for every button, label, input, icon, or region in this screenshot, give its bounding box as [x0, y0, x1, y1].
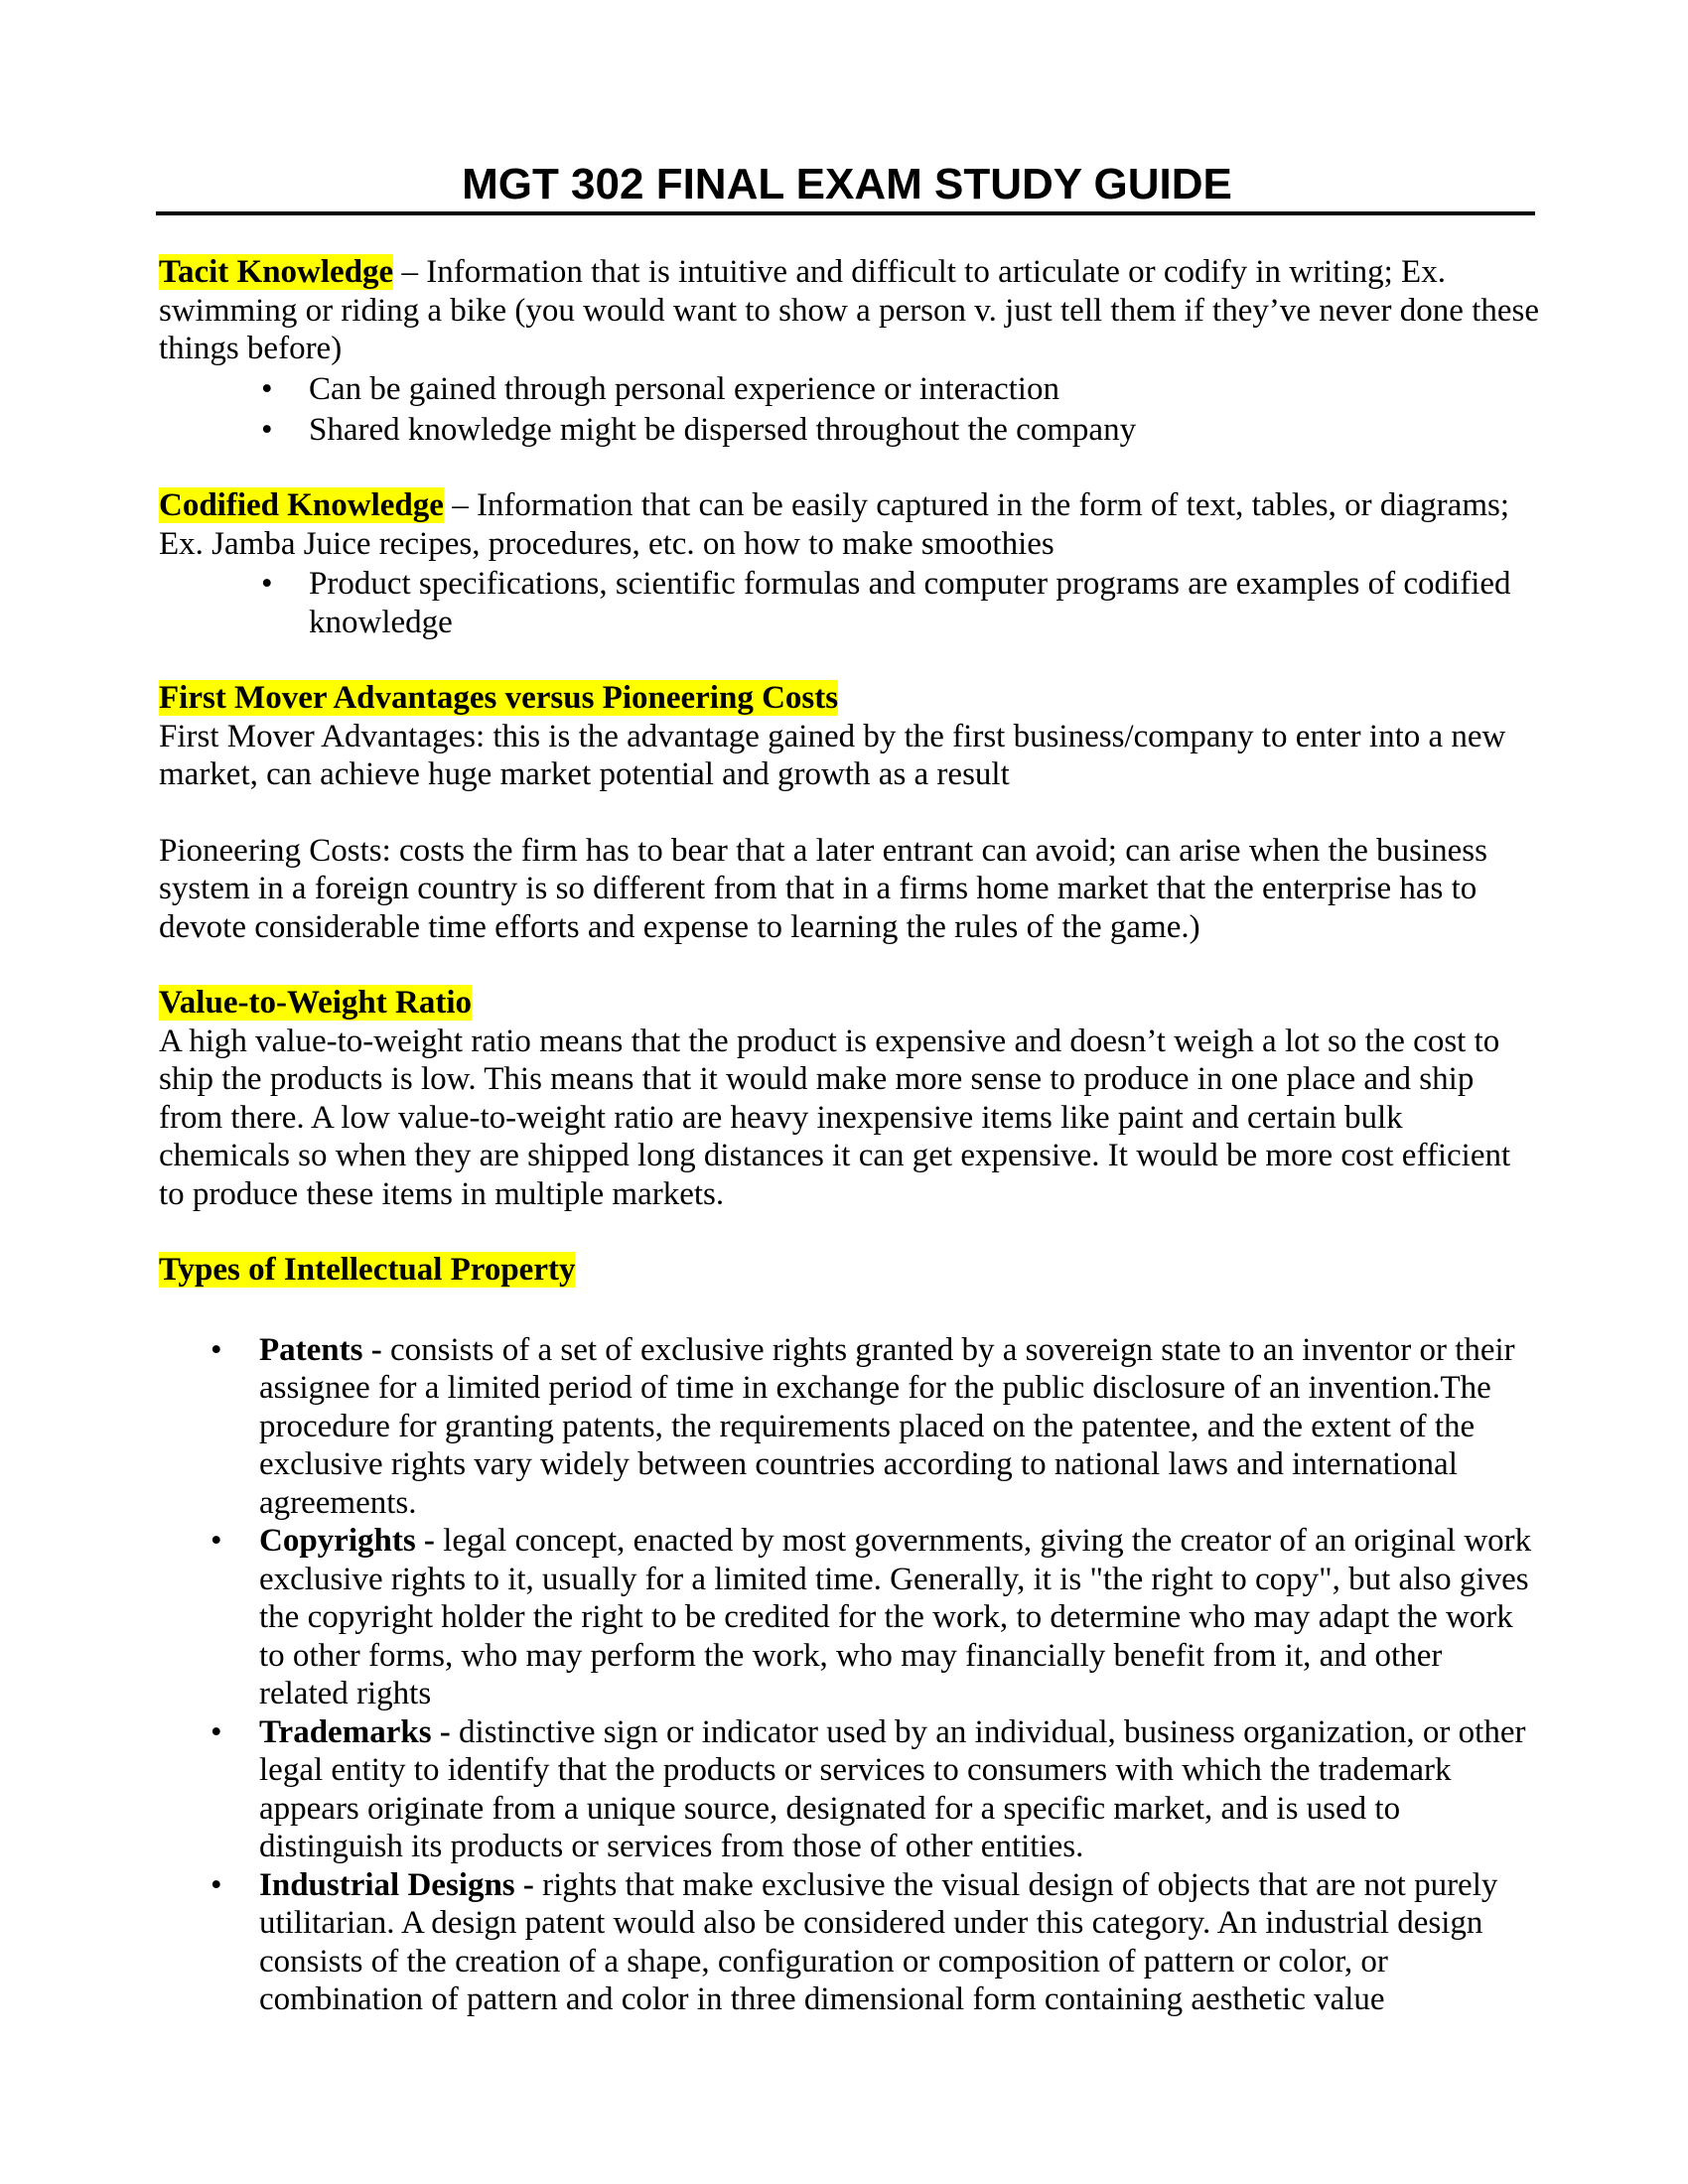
section-tacit-knowledge	[159, 253, 1539, 449]
section-codified-knowledge	[159, 486, 1539, 641]
heading-first-mover: First Mover Advantages versus Pioneering Costs	[159, 680, 839, 716]
definition-text: – Information that can be easily captured in the form of text, tables, or diagrams; Ex. Jamba Juice recipes, procedures, etc. on how to make smoothies	[159, 487, 1510, 562]
bullet-icon: •	[211, 1523, 222, 1559]
term-label: Patents -	[259, 1331, 382, 1368]
tacit-bullets	[159, 370, 1539, 450]
first-mover-paragraph: First Mover Advantages: this is the advantage gained by the first business/company to enter into a new market, can achieve huge market potential and growth as a result	[159, 718, 1506, 792]
term-description: consists of a set of exclusive rights granted by a sovereign state to an inventor or their assignee for a limited period of time in exchange for the public disclosure of an invention.The procedure for granting patents, the requirements placed on the patentee, and the extent of the exclusive rights vary widely between countries according to national laws and international agreements.	[259, 1331, 1515, 1521]
list-item-industrial-designs	[159, 1866, 1539, 2019]
value-to-weight-paragraph: A high value-to-weight ratio means that the product is expensive and doesn’t weigh a lot so the cost to ship the products is low. This means that it would make more sense to produce in one place and ship from there. A low value-to-weight ratio are heavy inexpensive items like paint and certain bulk chemicals so when they are shipped long distances it can get expensive. It would be more cost efficient to produce these items in multiple markets.	[159, 1023, 1511, 1212]
page-title: MGT 302 FINAL EXAM STUDY GUIDE	[462, 160, 1232, 208]
list-item-text: Shared knowledge might be dispersed throughout the company	[309, 411, 1137, 448]
term-description: rights that make exclusive the visual design of objects that are not purely utilitarian. A design patent would also be considered under this category. An industrial design consists of the creation of a shape, configuration or composition of pattern or color, or combination of pattern and color in three dimensional form containing aesthetic value	[259, 1866, 1498, 2017]
term-label: Industrial Designs -	[259, 1866, 534, 1903]
list-item	[159, 565, 1539, 641]
term-label: Copyrights -	[259, 1523, 435, 1559]
list-item-text: Product specifications, scientific formulas and computer programs are examples of codified knowledge	[309, 566, 1511, 640]
tacit-definition	[159, 253, 1539, 368]
term-label: Trademarks -	[259, 1713, 451, 1750]
bullet-icon: •	[211, 1866, 222, 1903]
section-first-mover	[159, 679, 1539, 946]
list-item-patents	[159, 1331, 1539, 1523]
bullet-icon: •	[261, 566, 273, 602]
term-tacit-knowledge: Tacit Knowledge	[159, 254, 394, 290]
pioneering-costs-paragraph: Pioneering Costs: costs the firm has to bear that a later entrant can avoid; can arise when the business system in a foreign country is so different from that in a firms home market that the enterprise has to devote considerable time efforts and expense to learning the rules of the game.)	[159, 832, 1487, 945]
bullet-icon: •	[211, 1331, 222, 1368]
list-item	[159, 411, 1539, 450]
codified-bullets	[159, 565, 1539, 641]
section-value-to-weight	[159, 984, 1539, 1213]
list-item-text: Can be gained through personal experience or interaction	[309, 370, 1059, 407]
section-intellectual-property	[159, 1251, 1539, 2019]
bullet-icon: •	[261, 370, 273, 407]
term-codified-knowledge: Codified Knowledge	[159, 487, 444, 523]
bullet-icon: •	[211, 1713, 222, 1750]
list-item	[159, 370, 1539, 411]
bullet-icon: •	[261, 411, 273, 448]
codified-definition	[159, 486, 1539, 563]
term-description: distinctive sign or indicator used by an individual, business organization, or other legal entity to identify that the products or services to consumers with which the trademark appears originate from a unique source, designated for a specific market, and is used to distinguish its products or services from those of other entities.	[259, 1713, 1526, 1864]
list-item-copyrights	[159, 1522, 1539, 1713]
list-item-trademarks	[159, 1713, 1539, 1866]
term-description: legal concept, enacted by most governments, giving the creator of an original work exclusive rights to it, usually for a limited time. Generally, it is "the right to copy", but also gives the copyright holder the right to be credited for the work, to determine who may adapt the work to other forms, who may perform the work, who may financially benefit from it, and other related rights	[259, 1523, 1532, 1711]
ip-list	[159, 1331, 1539, 2019]
heading-value-to-weight: Value-to-Weight Ratio	[159, 985, 473, 1021]
heading-intellectual-property: Types of Intellectual Property	[159, 1252, 576, 1288]
title-rule	[156, 211, 1535, 215]
definition-text: – Information that is intuitive and difficult to articulate or codify in writing; Ex. swimming or riding a bike (you would want to show a person v. just tell them if they’ve never done these things before)	[159, 254, 1539, 366]
